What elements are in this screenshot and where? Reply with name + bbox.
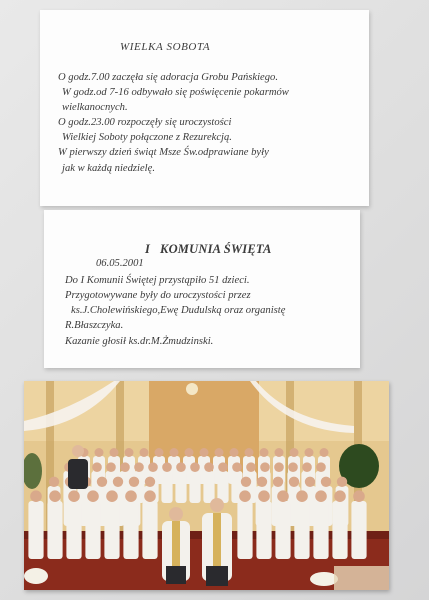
- child-head: [97, 477, 107, 487]
- child-head: [257, 477, 267, 487]
- note-card-holy-saturday: [40, 10, 369, 206]
- child-figure: [189, 471, 200, 503]
- child-head: [155, 448, 164, 457]
- child-figure: [123, 501, 138, 559]
- child-head: [274, 462, 284, 472]
- child-figure: [217, 471, 228, 503]
- child-head: [316, 462, 326, 472]
- child-head: [277, 490, 289, 502]
- date-text: 06.05.2001: [96, 258, 144, 269]
- text-line: W godz.od 7-16 odbywało się poświęcenie pokarmów: [62, 87, 289, 98]
- child-head: [215, 448, 224, 457]
- child-head: [353, 490, 365, 502]
- child-head: [129, 477, 139, 487]
- child-head: [68, 490, 80, 502]
- child-figure: [28, 501, 43, 559]
- child-head: [125, 448, 134, 457]
- child-head: [275, 448, 284, 457]
- child-head: [320, 448, 329, 457]
- child-head: [315, 490, 327, 502]
- child-head: [305, 477, 315, 487]
- child-head: [230, 448, 239, 457]
- text-line: jak w każdą niedzielę.: [62, 163, 155, 174]
- child-figure: [332, 501, 347, 559]
- child-head: [296, 490, 308, 502]
- child-figure: [275, 501, 290, 559]
- child-head: [245, 448, 254, 457]
- child-head: [241, 477, 251, 487]
- child-head: [273, 477, 283, 487]
- child-head: [258, 490, 270, 502]
- child-figure: [161, 471, 172, 503]
- text-line: W pierwszy dzień świąt Msze Św.odprawiane były: [58, 147, 269, 158]
- child-head: [246, 462, 256, 472]
- child-head: [162, 462, 172, 472]
- child-head: [302, 462, 312, 472]
- child-figure: [313, 501, 328, 559]
- child-head: [145, 477, 155, 487]
- child-head: [288, 462, 298, 472]
- child-head: [260, 448, 269, 457]
- child-head: [113, 477, 123, 487]
- group-photo-drawing: [24, 381, 389, 590]
- text-line: Przygotowywane były do uroczystości przez: [65, 290, 251, 301]
- child-figure: [66, 501, 81, 559]
- child-figure: [175, 471, 186, 503]
- child-head: [148, 462, 158, 472]
- child-head: [200, 448, 209, 457]
- child-head: [204, 462, 214, 472]
- child-head: [305, 448, 314, 457]
- text-line: Do I Komunii Świętej przystąpiło 51 dzieci.: [65, 275, 250, 286]
- child-head: [185, 448, 194, 457]
- text-line: O godz.7.00 zaczęła się adoracja Grobu Pańskiego.: [58, 72, 278, 83]
- text-line: O godz.23.00 rozpoczęły się uroczystości: [58, 117, 232, 128]
- child-head: [106, 490, 118, 502]
- note-card-first-communion: [44, 210, 360, 368]
- child-head: [190, 462, 200, 472]
- child-head: [106, 462, 116, 472]
- child-head: [170, 448, 179, 457]
- child-head: [95, 448, 104, 457]
- child-head: [30, 490, 42, 502]
- child-head: [140, 448, 149, 457]
- child-head: [92, 462, 102, 472]
- child-figure: [104, 501, 119, 559]
- child-head: [134, 462, 144, 472]
- child-head: [321, 477, 331, 487]
- child-figure: [351, 501, 366, 559]
- child-head: [218, 462, 228, 472]
- child-head: [125, 490, 137, 502]
- child-figure: [85, 501, 100, 559]
- child-head: [334, 490, 346, 502]
- child-head: [144, 490, 156, 502]
- child-head: [337, 477, 347, 487]
- child-figure: [294, 501, 309, 559]
- text-line: R.Błaszczyka.: [65, 320, 124, 331]
- child-figure: [256, 501, 271, 559]
- child-figure: [142, 501, 157, 559]
- child-head: [260, 462, 270, 472]
- group-photo: [24, 381, 389, 590]
- card-title: WIELKA SOBOTA: [120, 41, 211, 53]
- child-head: [290, 448, 299, 457]
- text-line: Wielkiej Soboty połączone z Rezurekcją.: [62, 132, 232, 143]
- text-line: wielkanocnych.: [62, 102, 128, 113]
- child-head: [289, 477, 299, 487]
- child-head: [239, 490, 251, 502]
- child-head: [232, 462, 242, 472]
- card-title: I KOMUNIA ŚWIĘTA: [145, 242, 272, 256]
- child-head: [49, 490, 61, 502]
- text-line: ks.J.Cholewińskiego,Ewę Dudulską oraz organistę: [71, 305, 286, 316]
- child-head: [176, 462, 186, 472]
- child-figure: [203, 471, 214, 503]
- text-line: Kazanie głosił ks.dr.M.Żmudzinski.: [65, 336, 214, 347]
- child-head: [49, 477, 59, 487]
- child-figure: [47, 501, 62, 559]
- child-head: [110, 448, 119, 457]
- child-head: [120, 462, 130, 472]
- child-figure: [237, 501, 252, 559]
- child-head: [87, 490, 99, 502]
